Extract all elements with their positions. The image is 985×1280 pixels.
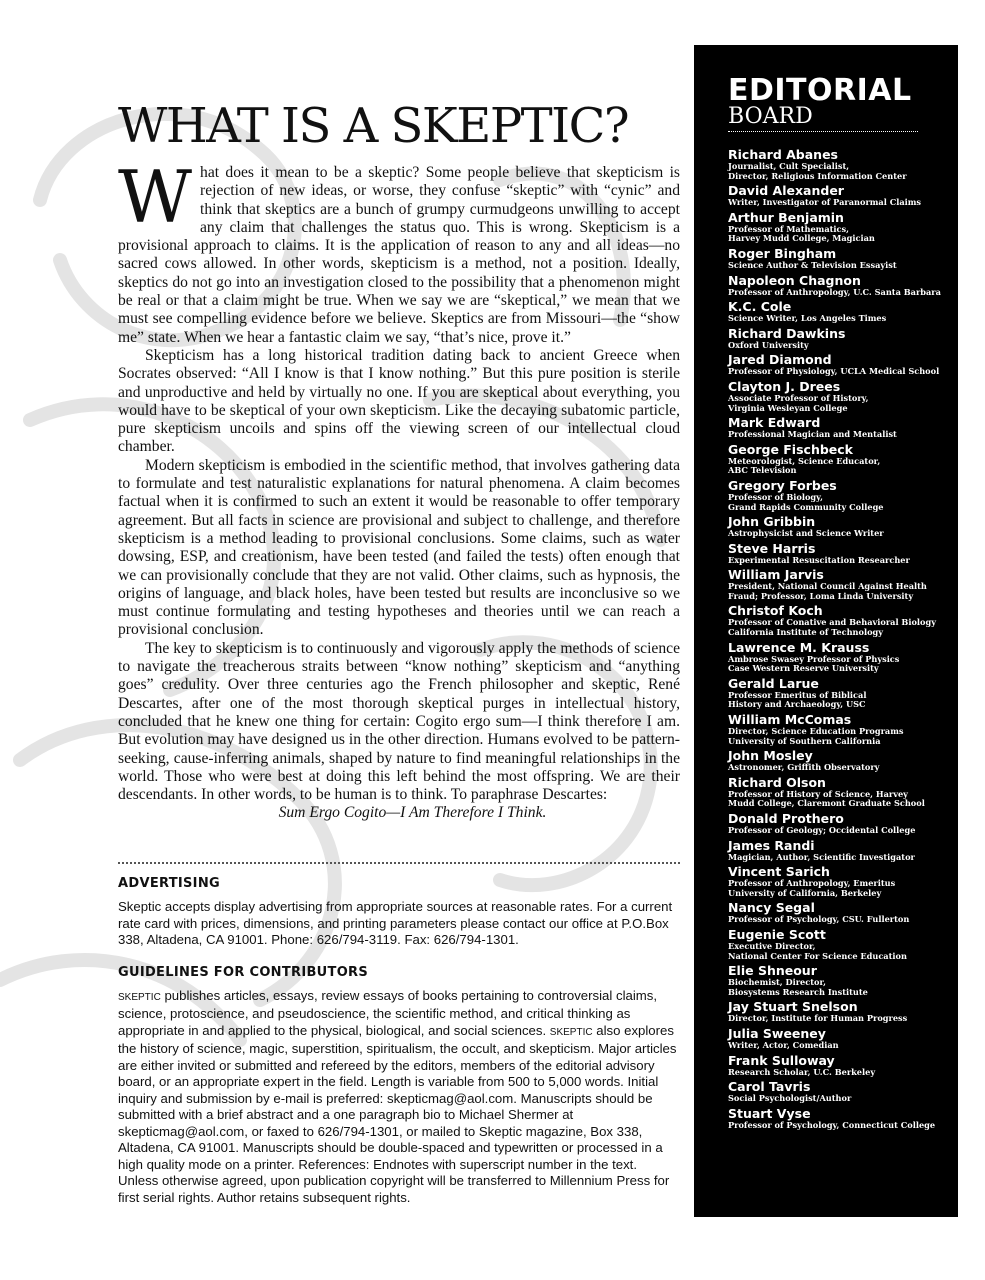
guidelines-text xyxy=(118,988,680,1207)
board-member xyxy=(728,928,958,961)
member-description: Professor of Anthropology, U.C. Santa Barbara xyxy=(728,286,941,297)
board-member xyxy=(728,327,958,351)
member-description: Magician, Author, Scientific Investigator xyxy=(728,851,915,862)
board-member xyxy=(728,865,958,898)
main-column xyxy=(118,100,680,1222)
member-description: Oxford University xyxy=(728,339,809,350)
guidelines-text-part: also explores the history of science, magic, superstition, spiritualism, the occult, and skepticism. Major articles are either invited or submitted and refereed by the editors, members of the editorial advisory board, or an appropriate expert in the field. Length is variable from 500 to 5,000 words. Initial inquiry and submission by e-mail is preferred: skepticmag@aol.com. Manuscripts should be submitted with a brief abstract and a one paragraph bio to Michael Shermer at skepticmag@aol.com, or faxed to 626/794-1301, or mailed to Skeptic magazine, Box 338, Altadena, CA 91001. Manuscripts should be double-spaced and typewritten or processed in a high quality mode on a printer. References: Endnotes with superscript number in the text. Unless otherwise agreed, upon publication copyright will be transferred to Millennium Press for first serial rights. Author retains subsequent rights. xyxy=(118,1022,677,1205)
member-description: Director, Science Education Programs University of Southern California xyxy=(728,726,904,746)
member-description: Executive Director, National Center For Science Education xyxy=(728,940,907,961)
member-description: Professor of Conative and Behavioral Biology California Institute of Technology xyxy=(728,617,936,638)
board-member xyxy=(728,274,958,298)
essay-paragraph: The key to skepticism is to continuously and vigorously apply the methods of science to navigate the treacherous straits between “know nothing” skepticism and “anything goes” credulity. Over three centuries ago the French philosopher and skeptic, René Descartes, after one of the most thorough skeptical purges in intellectual history, concluded that he knew one thing for certain: Cogito ergo sum—I think therefore I am. But evolution may have designed us in the other direction. Humans evolved to be pattern-seeking, cause-inferring animals, shaped by nature to find meaningful relationships in the world. Those who were best at doing this left behind the most offspring. We are their descendants. In other words, to be human is to think. To paraphrase Descartes: xyxy=(118,639,680,804)
member-name: Napoleon Chagnon xyxy=(728,272,861,288)
board-member xyxy=(728,443,958,476)
board-member xyxy=(728,211,958,244)
member-name: George Fischbeck xyxy=(728,441,853,457)
member-description: Social Psychologist/Author xyxy=(728,1093,852,1104)
guidelines-text-part: publishes articles, essays, review essays of books pertaining to controversial claims, science, protoscience, and pseudoscience, the scientific method, and critical thinking as appropriate in and applied to the physical, biological, and social sciences. xyxy=(118,987,658,1038)
member-name: Stuart Vyse xyxy=(728,1105,811,1121)
brand-name: SKEPTIC xyxy=(118,991,161,1003)
member-name: John Gribbin xyxy=(728,514,816,530)
member-description: Astrophysicist and Science Writer xyxy=(728,528,884,539)
member-description: Research Scholar, U.C. Berkeley xyxy=(728,1066,876,1077)
member-description: Professor of Mathematics, Harvey Mudd College, Magician xyxy=(728,223,875,244)
member-description: Professor of Biology, Grand Rapids Community College xyxy=(728,491,884,512)
member-name: Christof Koch xyxy=(728,603,823,619)
member-name: Elie Shneour xyxy=(728,963,817,979)
member-name: Jay Stuart Snelson xyxy=(728,999,858,1015)
editorial-board-subtitle: BOARD xyxy=(728,104,813,129)
member-name: Julia Sweeney xyxy=(728,1025,826,1041)
member-description: Director, Institute for Human Progress xyxy=(728,1013,908,1024)
essay-paragraph: Skepticism has a long historical tradition dating back to ancient Greece when Socrates observed: “All I know is that I know nothing.” But this pure position is sterile and unproductive and held by virtually no one. If you are skeptical about everything, you would have to be skeptical of your own skepticism. Like the decaying subatomic particle, pure skepticism uncoils and spins off the viewing screen of our intellectual cloud chamber. xyxy=(118,346,680,456)
member-name: Nancy Segal xyxy=(728,900,815,916)
member-description: Professor of History of Science, Harvey Mudd College, Claremont Graduate School xyxy=(728,788,925,809)
member-name: John Mosley xyxy=(728,748,813,764)
member-description: Writer, Actor, Comedian xyxy=(728,1039,839,1050)
brand-name: SKEPTIC xyxy=(549,1026,593,1038)
member-name: Frank Sulloway xyxy=(728,1052,835,1068)
board-member xyxy=(728,416,958,440)
editorial-board-title: EDITORIAL xyxy=(728,73,912,108)
board-member xyxy=(728,1027,958,1051)
essay-paragraph xyxy=(118,155,680,347)
member-name: Gregory Forbes xyxy=(728,477,837,493)
board-member xyxy=(728,677,958,710)
member-description: Professor Emeritus of Biblical History and Archaeology, USC xyxy=(728,689,867,710)
member-name: Donald Prothero xyxy=(728,811,844,826)
page-title: WHAT IS A SKEPTIC? xyxy=(118,98,629,154)
member-description: Professor of Physiology, UCLA Medical School xyxy=(728,366,940,377)
board-member xyxy=(728,812,958,836)
member-name: William McComas xyxy=(728,712,852,728)
member-name: Eugenie Scott xyxy=(728,926,826,942)
member-list xyxy=(728,148,958,1130)
member-description: Associate Professor of History, Virginia Wesleyan College xyxy=(728,392,869,413)
board-member xyxy=(728,353,958,377)
member-name: David Alexander xyxy=(728,183,844,199)
board-member xyxy=(728,568,958,601)
member-name: Lawrence M. Krauss xyxy=(728,639,870,655)
member-name: Carol Tavris xyxy=(728,1079,811,1095)
closing-quote: Sum Ergo Cogito—I Am Therefore I Think. xyxy=(278,804,547,822)
member-description: Biochemist, Director, Biosystems Research Institute xyxy=(728,977,868,997)
member-name: William Jarvis xyxy=(728,567,824,583)
member-name: Clayton J. Drees xyxy=(728,378,841,394)
advertising-heading: ADVERTISING xyxy=(118,876,220,892)
member-name: James Randi xyxy=(728,837,815,853)
editorial-board-rule xyxy=(728,131,918,132)
board-member xyxy=(728,515,958,539)
member-description: Meteorologist, Science Educator, ABC Television xyxy=(728,455,881,476)
advertising-text: Skeptic accepts display advertising from appropriate sources at reasonable rates. For a current rate card with prices, dimensions, and printing parameters please contact our office at P.O.Box 338, Altadena, CA 91001. Phone: 626/794-3119. Fax: 626/794-1301. xyxy=(118,899,673,948)
member-description: Science Author & Television Essayist xyxy=(728,259,897,270)
board-member xyxy=(728,184,958,208)
member-description: Writer, Investigator of Paranormal Claims xyxy=(728,197,922,208)
member-name: Richard Abanes xyxy=(728,147,838,162)
guidelines-heading: GUIDELINES FOR CONTRIBUTORS xyxy=(118,964,369,980)
member-name: Steve Harris xyxy=(728,540,816,556)
member-name: Vincent Sarich xyxy=(728,864,830,880)
board-member xyxy=(728,479,958,512)
member-name: Jared Diamond xyxy=(728,352,832,368)
member-description: President, National Council Against Health Fraud; Professor, Loma Linda University xyxy=(728,581,927,601)
member-name: Mark Edward xyxy=(728,415,821,431)
member-name: Gerald Larue xyxy=(728,675,819,691)
board-member xyxy=(728,148,958,181)
drop-cap: W xyxy=(118,155,193,239)
board-member xyxy=(728,1107,958,1131)
board-member xyxy=(728,749,958,773)
member-description: Experimental Resuscitation Researcher xyxy=(728,554,910,565)
board-member xyxy=(728,542,958,566)
board-member xyxy=(728,964,958,997)
board-member xyxy=(728,839,958,863)
board-member xyxy=(728,247,958,271)
board-member xyxy=(728,1080,958,1104)
member-description: Astronomer, Griffith Observatory xyxy=(728,762,880,773)
board-member xyxy=(728,1000,958,1024)
section-divider xyxy=(118,862,680,864)
member-description: Professor of Psychology, Connecticut College xyxy=(728,1119,936,1130)
member-description: Professor of Psychology, CSU. Fullerton xyxy=(728,914,910,925)
member-name: Richard Dawkins xyxy=(728,325,846,341)
board-member xyxy=(728,300,958,324)
board-member xyxy=(728,901,958,925)
member-name: K.C. Cole xyxy=(728,299,792,315)
member-description: Ambrose Swasey Professor of Physics Case Western Reserve University xyxy=(728,653,900,674)
member-description: Professor of Geology; Occidental College xyxy=(728,825,916,835)
member-name: Arthur Benjamin xyxy=(728,209,844,225)
member-name: Richard Olson xyxy=(728,774,826,790)
member-description: Science Writer, Los Angeles Times xyxy=(728,313,887,324)
member-description: Professor of Anthropology, Emeritus University of California, Berkeley xyxy=(728,878,896,898)
essay xyxy=(118,155,680,822)
board-member xyxy=(728,713,958,746)
editorial-board-sidebar xyxy=(694,45,958,1217)
board-member xyxy=(728,604,958,637)
board-member xyxy=(728,380,958,413)
essay-paragraph: Modern skepticism is embodied in the scientific method, that involves gathering data to formulate and test naturalistic explanations for natural phenomena. A claim becomes factual when it is confirmed to such an extent it would be reasonable to offer temporary agreement. But all facts in science are provisional and subject to challenge, and therefore skepticism is a method leading to provisional conclusions. Some claims, such as water dowsing, ESP, and creationism, have been tested (and failed the tests) often enough that we can provisionally conclude that they are not valid. Other claims, such as hypnosis, the origins of language, and black holes, have been tested but results are inconclusive so we must continue formulating and testing hypotheses and theories until we can reach a provisional conclusion. xyxy=(118,456,680,639)
member-description: Journalist, Cult Specialist, Director, Religious Information Center xyxy=(728,161,907,181)
essay-paragraph-text: hat does it mean to be a skeptic? Some people believe that skepticism is rejection of new ideas, or worse, they confuse “skeptic” with “cynic” and think that skeptics are a bunch of grumpy curmudgeons unwilling to accept any claim that challenges the status quo. This is wrong. Skepticism is a provisional approach to claims. It is the application of reason to any and all ideas—no sacred cows allowed. In other words, skepticism is a method, not a position. Ideally, skeptics do not go into an investigation closed to the possibility that a phenomenon might be real or that a claim might be true. When we say we are “skeptical,” we mean that we must see compelling evidence before we believe. Skeptics are from Missouri—the “show me” state. When we hear a fantastic claim we say, “that’s nice, prove it.” xyxy=(118,164,680,346)
member-description: Professional Magician and Mentalist xyxy=(728,429,897,440)
board-member xyxy=(728,1054,958,1078)
member-name: Roger Bingham xyxy=(728,245,837,261)
board-member xyxy=(728,776,958,809)
board-member xyxy=(728,641,958,674)
